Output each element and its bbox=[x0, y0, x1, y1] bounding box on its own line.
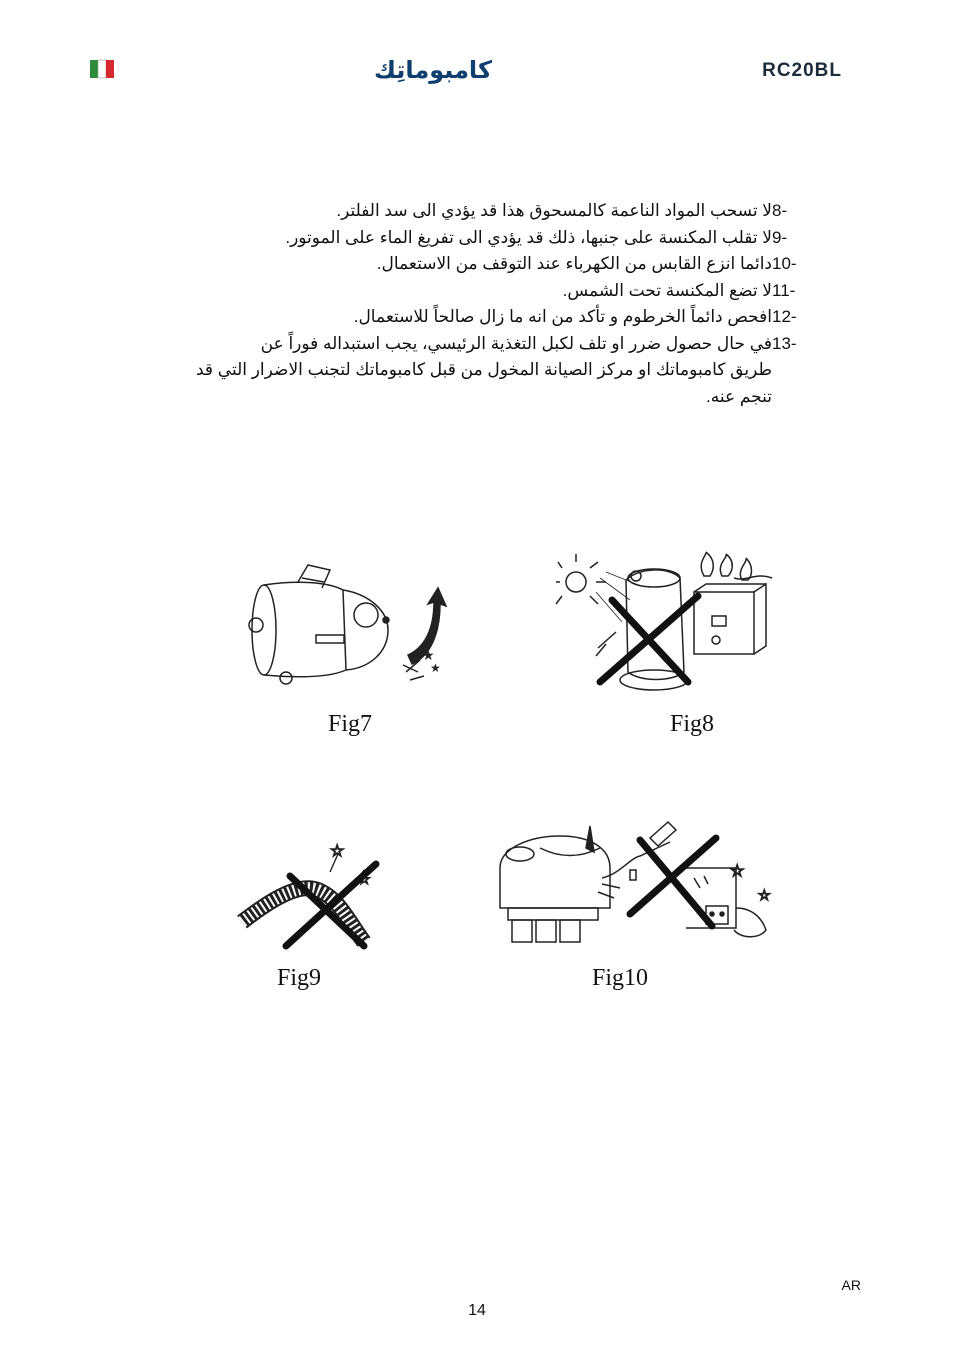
instruction-text: دائما انزع القابس من الكهرباء عند التوقف من الاستعمال. bbox=[376, 254, 772, 273]
figure-caption: Fig8 bbox=[670, 711, 715, 737]
page-number: 14 bbox=[468, 1302, 486, 1319]
instruction-text: لا تسحب المواد الناعمة كالمسحوق هذا قد يؤدي الى سد الفلتر. bbox=[336, 201, 772, 220]
instruction-number: 10- bbox=[772, 254, 797, 273]
figure-caption: Fig7 bbox=[328, 711, 373, 737]
instruction-number: 9- bbox=[772, 227, 788, 247]
instruction-continuation: تنجم عنه. bbox=[706, 386, 772, 406]
brand-logo bbox=[90, 56, 492, 86]
damaged-cable-icon bbox=[490, 818, 780, 953]
figure-caption: Fig10 bbox=[592, 965, 649, 991]
instruction-number: 8- bbox=[772, 201, 788, 220]
instruction-number: 12- bbox=[772, 307, 797, 326]
instruction-item bbox=[160, 331, 806, 358]
instruction-number: 13- bbox=[772, 333, 797, 353]
instruction-text: لا تقلب المكنسة على جنبها، ذلك قد يؤدي الى تفريغ الماء على الموتور. bbox=[285, 227, 772, 247]
instruction-item bbox=[160, 198, 806, 225]
svg-text:☆: ☆ bbox=[730, 863, 745, 880]
vacuum-stand-upright-icon bbox=[238, 560, 458, 695]
language-code: AR bbox=[841, 1277, 861, 1293]
instruction-item bbox=[160, 304, 806, 331]
svg-text:☆: ☆ bbox=[358, 871, 371, 887]
instruction-text: في حال حصول ضرر او تلف لكبل التغذية الرئيسي، يجب استبداله فوراً عن bbox=[260, 333, 772, 353]
safety-instructions bbox=[160, 198, 806, 410]
instruction-number: 11- bbox=[772, 280, 796, 300]
svg-text:★: ★ bbox=[430, 661, 441, 675]
figure-caption: Fig9 bbox=[277, 965, 322, 991]
svg-text:☆: ☆ bbox=[330, 843, 345, 860]
model-number: RC20BL bbox=[762, 60, 842, 81]
hose-damaged-icon bbox=[238, 842, 388, 957]
instruction-continuation: طريق كامبوماتك او مركز الصيانة المخول من قبل كامبوماتك لتجنب الاضرار التي قد bbox=[196, 360, 772, 379]
instruction-text: لا تضع المكنسة تحت الشمس. bbox=[562, 280, 772, 300]
svg-text:★: ★ bbox=[422, 647, 435, 663]
instruction-item bbox=[160, 225, 806, 252]
vacuum-no-sun-heat-icon bbox=[556, 552, 776, 707]
svg-text:☆: ☆ bbox=[758, 887, 771, 903]
instruction-item bbox=[160, 251, 806, 278]
brand-logo-text: كامبوماتِك bbox=[374, 56, 492, 84]
instruction-text: افحص دائماً الخرطوم و تأكد من انه ما زال صالحاً للاستعمال. bbox=[353, 307, 772, 326]
instruction-item bbox=[160, 278, 806, 305]
